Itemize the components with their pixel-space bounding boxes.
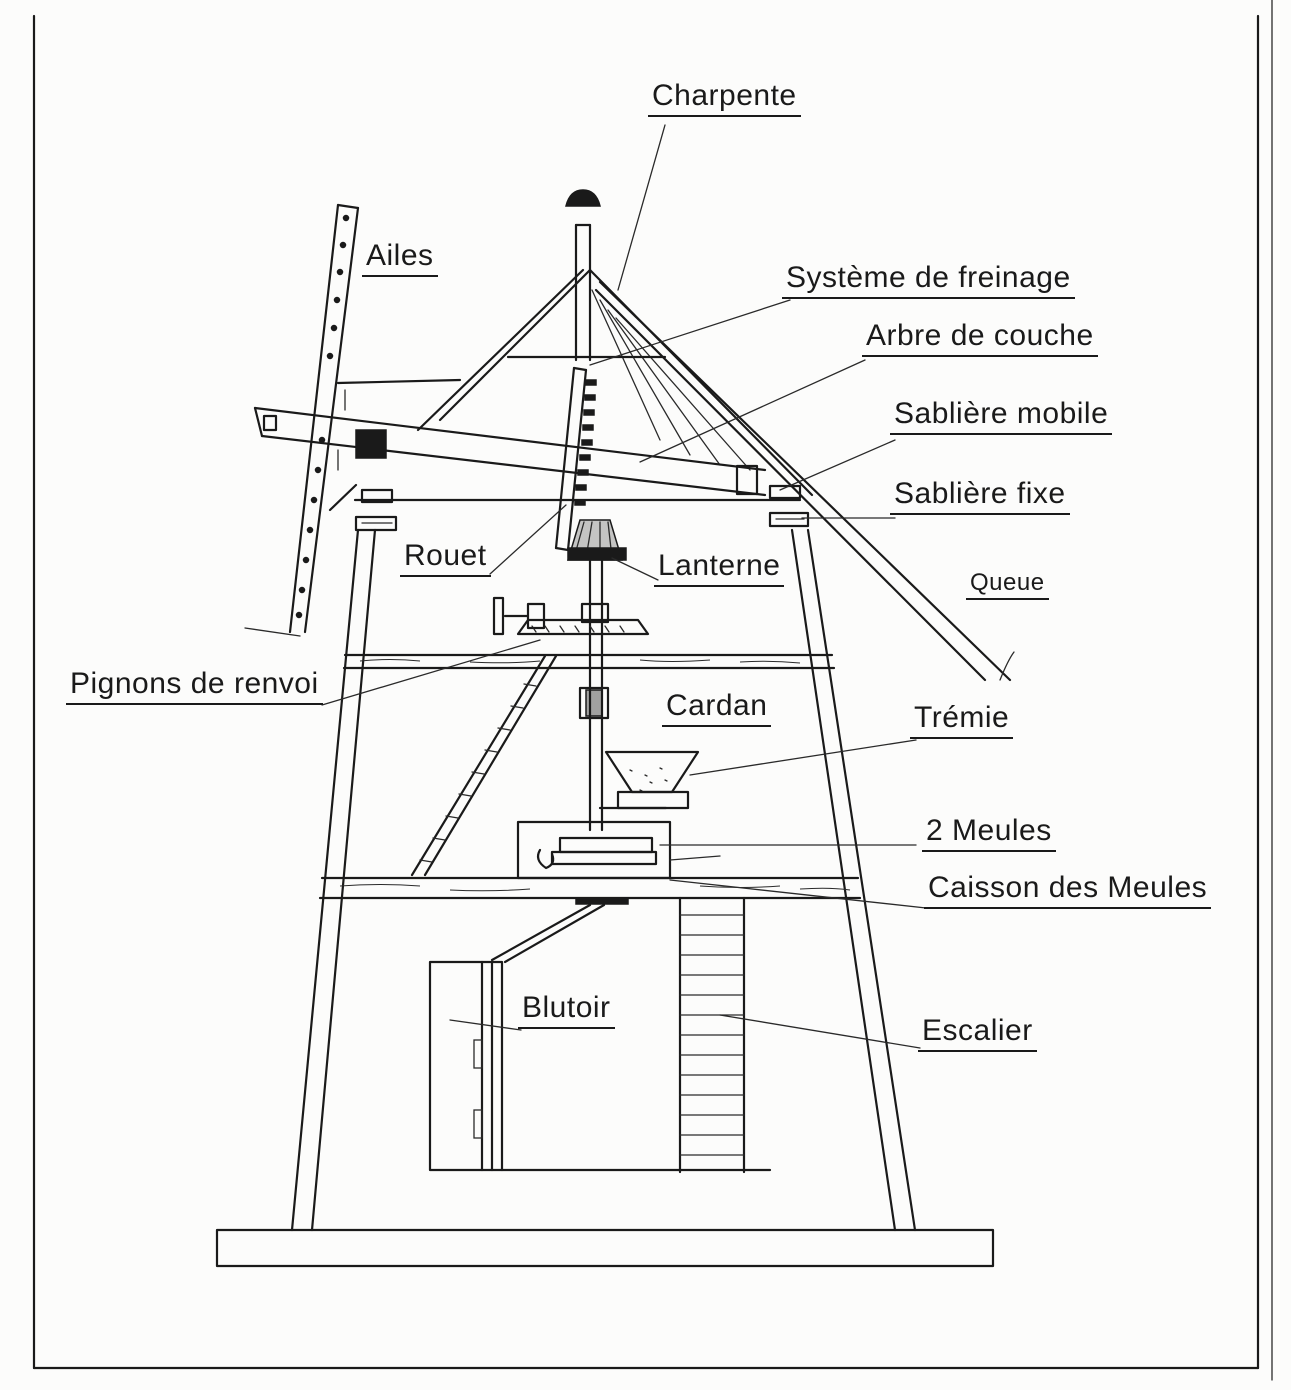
label-cardan: Cardan <box>662 690 771 727</box>
label-arbre-de-couche: Arbre de couche <box>862 320 1098 357</box>
label-2-meules: 2 Meules <box>922 815 1056 852</box>
label-charpente: Charpente <box>648 80 801 117</box>
label-rouet: Rouet <box>400 540 491 577</box>
label-sabliere-fixe: Sablière fixe <box>890 478 1070 515</box>
millstones <box>518 808 720 878</box>
label-tremie: Trémie <box>910 702 1013 739</box>
staircase <box>502 898 770 1172</box>
main-floor <box>320 878 860 898</box>
label-escalier: Escalier <box>918 1015 1037 1052</box>
label-queue: Queue <box>966 570 1049 600</box>
label-pignons-de-renvoi: Pignons de renvoi <box>66 668 323 705</box>
label-ailes: Ailes <box>362 240 438 277</box>
label-sabliere-mobile: Sablière mobile <box>890 398 1112 435</box>
sifter-cabinet <box>430 962 502 1170</box>
base-slab <box>217 1230 993 1266</box>
upper-ladder <box>412 656 556 875</box>
main-shaft <box>580 560 608 830</box>
label-systeme-de-freinage: Système de freinage <box>782 262 1075 299</box>
flour-chute <box>492 898 628 962</box>
label-caisson-des-meules: Caisson des Meules <box>924 872 1211 909</box>
label-lanterne: Lanterne <box>654 550 784 587</box>
label-blutoir: Blutoir <box>518 992 615 1029</box>
lantern-gear <box>568 520 626 560</box>
hopper <box>606 752 698 808</box>
bevel-gears <box>494 598 648 634</box>
